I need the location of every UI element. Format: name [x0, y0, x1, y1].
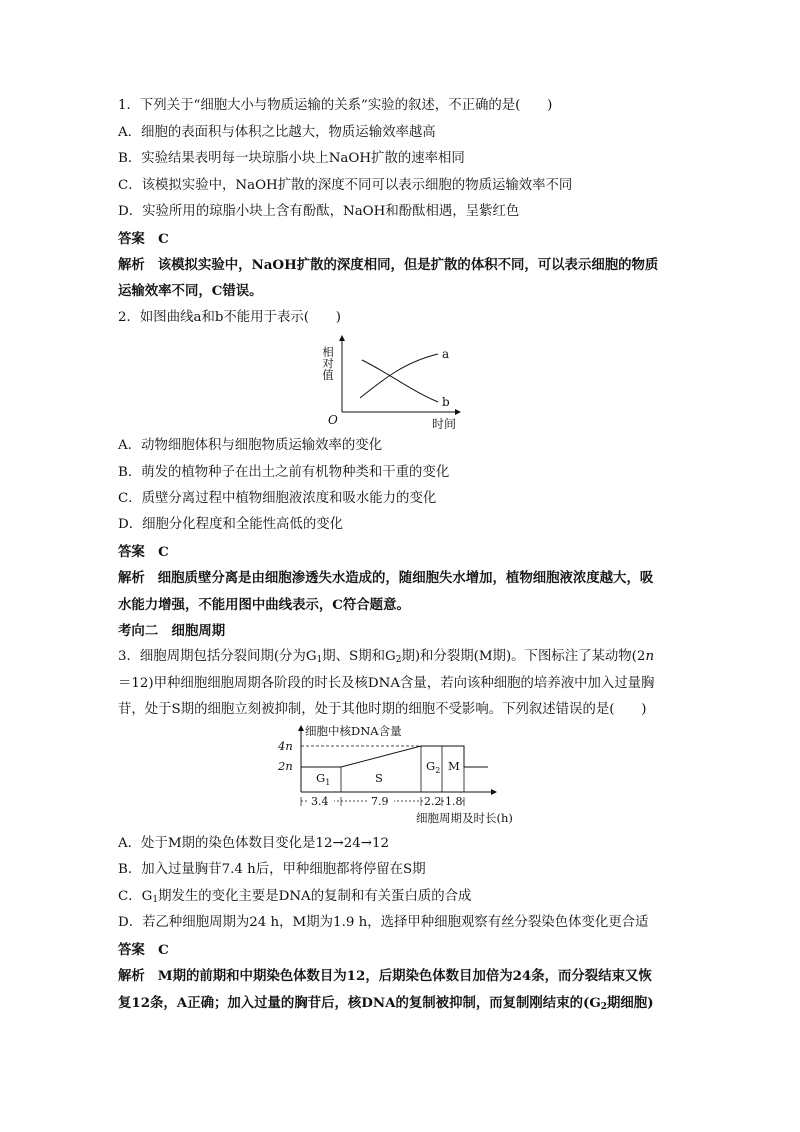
q2-analysis-line1: 解析 细胞质壁分离是由细胞渗透失水造成的，随细胞失水增加，植物细胞液浓度越大，吸	[118, 570, 654, 586]
q3-phase-g1: $G_1$	[316, 771, 331, 787]
q2-ylabel: 相对值	[321, 346, 335, 381]
q3-y-2n: 2n	[278, 759, 293, 773]
q2-curve-a	[360, 354, 438, 398]
q1-answer: 答案 C	[118, 231, 169, 247]
q3-stem-line3: 苷，处于S期的细胞立刻被抑制，处于其他时期的细胞不受影响。下列叙述错误的是( )	[118, 702, 647, 717]
q1-option-c: C．该模拟实验中，NaOH扩散的深度不同可以表示细胞的物质运输效率不同	[118, 178, 573, 193]
q3-option-d: D．若乙种细胞周期为24 h，M期为1.9 h，选择甲种细胞观察有丝分裂染色体变化更合适	[118, 915, 649, 930]
q2-option-a: A．动物细胞体积与细胞物质运输效率的变化	[118, 438, 383, 453]
q3-duration-m: 1.8	[445, 795, 463, 808]
q3-phase-m: M	[448, 759, 460, 773]
q1-analysis-label: 解析	[118, 257, 145, 273]
q3-phase-g2: $G_2$	[426, 759, 441, 775]
q3-cell-cycle-figure	[276, 722, 536, 826]
q3-ylabel: 细胞中核DNA含量	[305, 724, 402, 738]
q3-duration-s: 7.9	[371, 795, 389, 808]
q2-label-a: a	[442, 347, 450, 361]
q1-analysis-line2: 运输效率不同，C错误。	[118, 283, 263, 299]
section-heading: 考向二 细胞周期	[118, 623, 226, 639]
q2-option-b: B．萌发的植物种子在出土之前有机物种类和干重的变化	[118, 465, 450, 480]
q3-duration-g1: 3.4	[311, 795, 329, 808]
q2-option-c: C．质壁分离过程中植物细胞液浓度和吸水能力的变化	[118, 491, 437, 506]
q2-label-b: b	[442, 395, 450, 409]
q2-answer: 答案 C	[118, 544, 169, 560]
q2-origin: O	[328, 413, 338, 427]
q1-stem: 1．下列关于“细胞大小与物质运输的关系”实验的叙述，不正确的是( )	[118, 98, 553, 113]
q2-curve-figure	[310, 332, 470, 432]
q1-option-d: D．实验所用的琼脂小块上含有酚酞，NaOH和酚酞相遇，呈紫红色	[118, 204, 520, 219]
q3-y-4n: 4n	[278, 739, 293, 753]
q3-duration-g2: 2.2	[424, 795, 442, 808]
q2-xlabel: 时间	[432, 417, 457, 431]
q3-option-a: A．处于M期的染色体数目变化是12→24→12	[118, 836, 390, 851]
q3-analysis-label: 解析	[118, 968, 145, 984]
q1-option-a: A．细胞的表面积与体积之比越大，物质运输效率越高	[118, 125, 436, 140]
q3-option-c: C．$G_1$期发生的变化主要是DNA的复制和有关蛋白质的合成	[118, 889, 472, 905]
q1-option-b: B．实验结果表明每一块琼脂小块上NaOH扩散的速率相同	[118, 151, 465, 166]
q3-phase-s: S	[375, 771, 383, 785]
q3-analysis-line1: 解析 M期的前期和中期染色体数目为12，后期染色体数目加倍为24条，而分裂结束又恢	[118, 968, 652, 984]
q2-analysis-line2: 水能力增强，不能用图中曲线表示，C符合题意。	[118, 597, 410, 613]
q2-analysis-label: 解析	[118, 570, 145, 586]
q2-option-d: D．细胞分化程度和全能性高低的变化	[118, 517, 343, 532]
q3-option-b: B．加入过量胸苷7.4 h后，甲种细胞都将停留在S期	[118, 862, 426, 877]
q3-analysis-line2: 复12条，A正确；加入过量的胸苷后，核DNA的复制被抑制，而复制刚结束的($G_2$期细胞)	[118, 995, 654, 1012]
q2-curve-b	[362, 360, 438, 402]
q3-stem-line1: 3．细胞周期包括分裂间期(分为$G_1$期、S期和$G_2$期)和分裂期(M期)。下图标注了某动物(2n	[118, 649, 655, 665]
q2-stem: 2．如图曲线a和b不能用于表示( )	[118, 310, 341, 325]
q1-analysis-line1: 解析 该模拟实验中，NaOH扩散的深度相同，但是扩散的体积不同，可以表示细胞的物质	[118, 257, 659, 273]
q3-xlabel: 细胞周期及时长(h)	[416, 811, 513, 825]
q3-answer: 答案 C	[118, 942, 169, 958]
q3-stem-line2: ＝12)甲种细胞细胞周期各阶段的时长及核DNA含量，若向该种细胞的培养液中加入过量胸	[118, 676, 655, 691]
q3-dna-curve	[301, 746, 488, 767]
